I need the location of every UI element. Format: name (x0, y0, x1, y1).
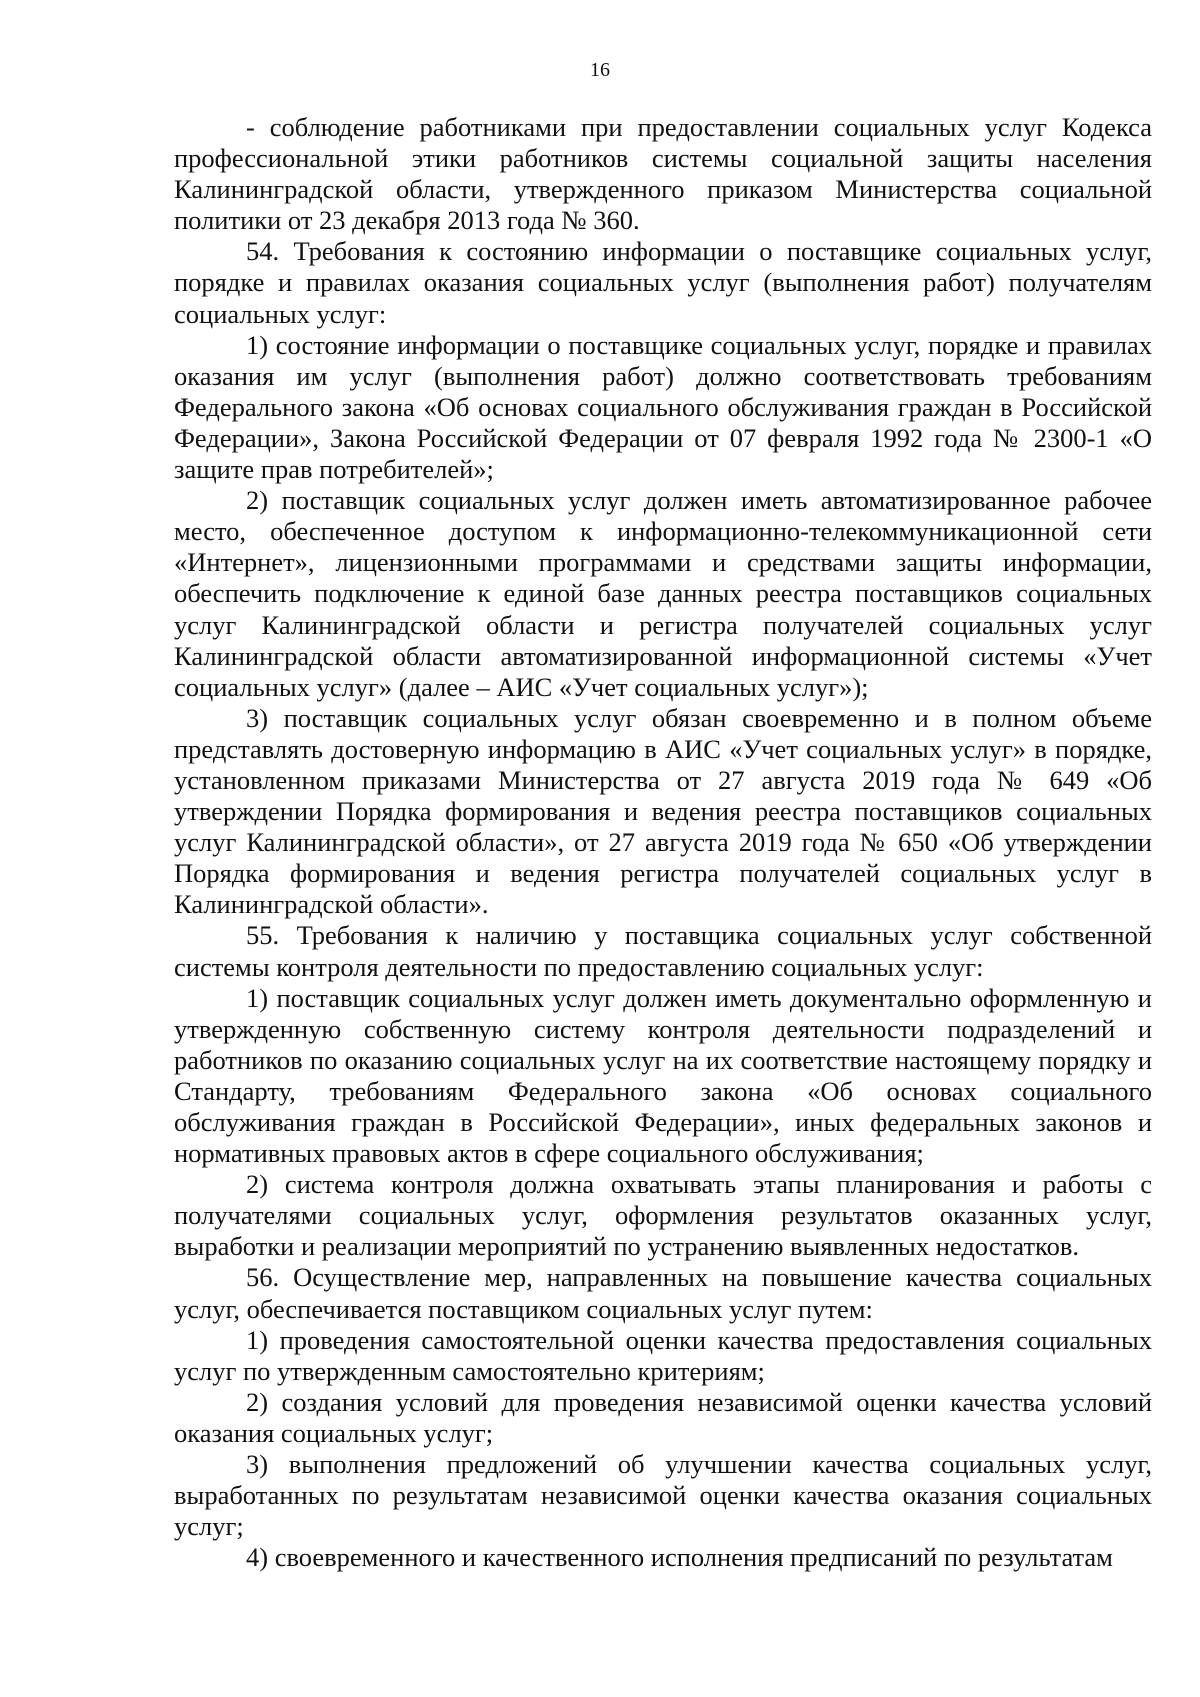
paragraph-54-heading: 54. Требования к состоянию информации о поставщике социальных услуг, порядке и правилах оказания социальных услуг (выполнения работ) получателям социальных услуг: (174, 236, 1152, 329)
paragraph-54-item-1: 1) состояние информации о поставщике социальных услуг, порядке и правилах оказания им услуг (выполнения работ) должно соответствовать требованиям Федерального закона «Об основах социального обслуживания граждан в Российской Федерации», Закона Российской Федерации от 07 февраля 1992 года № 2300-1 «О защите прав потребителей»; (174, 329, 1152, 485)
paragraph-56-item-1: 1) проведения самостоятельной оценки качества предоставления социальных услуг по утвержденным самостоятельно критериям; (174, 1324, 1152, 1386)
paragraph-55-item-2: 2) система контроля должна охватывать этапы планирования и работы с получателями социальных услуг, оформления результатов оказанных услуг, выработки и реализации мероприятий по устранению выявленных недостатков. (174, 1169, 1152, 1262)
paragraph-54-item-3: 3) поставщик социальных услуг обязан своевременно и в полном объеме представлять достоверную информацию в АИС «Учет социальных услуг» в порядке, установленном приказами Министерства от 27 августа 2019 года № 649 «Об утверждении Порядка формирования и ведения реестра поставщиков социальных услуг Калининградской области», от 27 августа 2019 года № 650 «Об утверждении Порядка формирования и ведения регистра получателей социальных услуг в Калининградской области». (174, 702, 1152, 920)
paragraph-55-item-1: 1) поставщик социальных услуг должен иметь документально оформленную и утвержденную собственную систему контроля деятельности подразделений и работников по оказанию социальных услуг на их соответствие настоящему порядку и Стандарту, требованиям Федерального закона «Об основах социального обслуживания граждан в Российской Федерации», иных федеральных законов и нормативных правовых актов в сфере социального обслуживания; (174, 982, 1152, 1169)
page-number: 16 (590, 59, 610, 81)
paragraph-56-heading: 56. Осуществление мер, направленных на повышение качества социальных услуг, обеспечивается поставщиком социальных услуг путем: (174, 1262, 1152, 1324)
paragraph-56-item-3: 3) выполнения предложений об улучшении качества социальных услуг, выработанных по результатам независимой оценки качества оказания социальных услуг; (174, 1449, 1152, 1542)
paragraph-55-heading: 55. Требования к наличию у поставщика социальных услуг собственной системы контроля деятельности по предоставлению социальных услуг: (174, 920, 1152, 982)
paragraph-54-item-2: 2) поставщик социальных услуг должен иметь автоматизированное рабочее место, обеспеченное доступом к информационно-телекоммуникационной сети «Интернет», лицензионными программами и средствами защиты информации, обеспечить подключение к единой базе данных реестра поставщиков социальных услуг Калининградской области и регистра получателей социальных услуг Калининградской области автоматизированной информационной системы «Учет социальных услуг» (далее – АИС «Учет социальных услуг»); (174, 485, 1152, 702)
paragraph-56-item-4: 4) своевременного и качественного исполнения предписаний по результатам (246, 1542, 1113, 1573)
document-body (174, 112, 1152, 1573)
paragraph-56-item-2: 2) создания условий для проведения независимой оценки качества условий оказания социальных услуг; (174, 1386, 1152, 1448)
paragraph-code-of-ethics: - соблюдение работниками при предоставлении социальных услуг Кодекса профессиональной этики работников системы социальной защиты населения Калининградской области, утвержденного приказом Министерства социальной политики от 23 декабря 2013 года № 360. (174, 112, 1152, 236)
